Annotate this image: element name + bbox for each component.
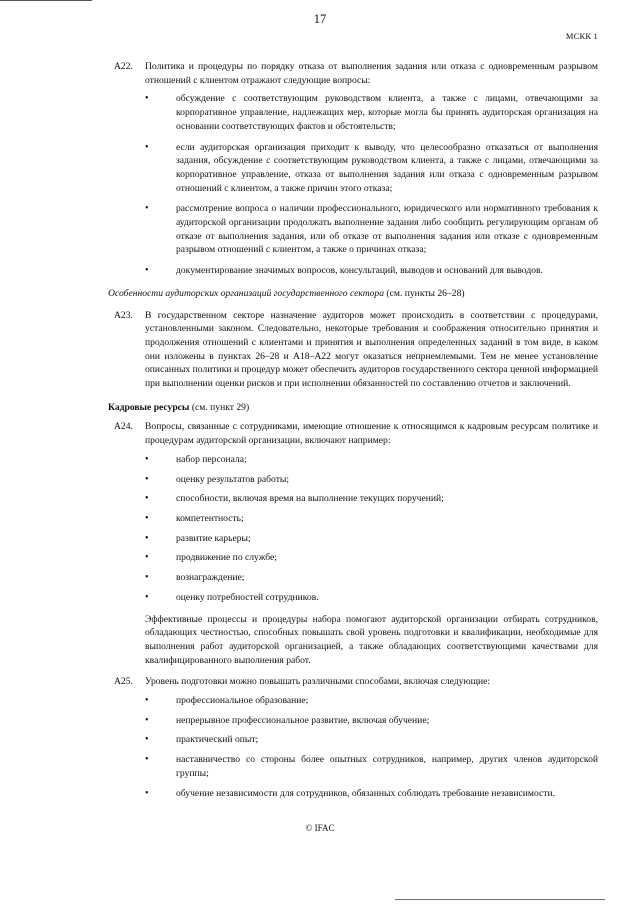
list-item: • оценку потребностей сотрудников. [145,591,319,603]
list-item: • профессиональное образование; [145,695,309,707]
list-item: • набор персонала; [145,453,247,465]
bullet-icon: • [145,93,149,105]
list-item: • непрерывное профессиональное развитие, включая обучение; [145,714,430,726]
bullet-list-a25 [145,694,598,800]
list-item: • продвижение по службе; [145,552,277,564]
bullet-icon: • [145,493,149,505]
bullet-list-a22 [145,92,598,277]
list-item: • рассмотрение вопроса о наличии профессионального, юридического или нормативного требования к аудиторской организации продолжать выполнение задания либо сообщить регулирующим органам об отказе от выполнения задания, или об отказе от выполнения задания или отказе с одновременным разрывом отношений с клиентом, а также о причинах отказа; [145,203,598,256]
paragraph-a24-closing: Эффективные процессы и процедуры набора помогают аудиторской организации отбирать сотрудников, обладающих честностью, способных повышать свой уровень подготовки и квалификации, необходимые для выполнения работ аудиторской организацией, а также обладающих соответствующими качествами для квалифицированного выполнения работ. [145,613,598,666]
bullet-icon: • [145,265,149,277]
bullet-icon: • [145,512,149,524]
scan-edge-bottom [395,899,605,900]
paragraph-a22 [114,60,598,87]
bullet-icon: • [145,591,149,603]
page-content [108,60,598,800]
list-item: • практический опыт; [145,734,259,746]
bullet-icon: • [145,552,149,564]
paragraph-text: Уровень подготовки можно повышать различными способами, включая следующие: [145,676,491,688]
paragraph-text: В государственном секторе назначение аудиторов может происходить в соответствии с процедурами, установленными законом. Следовательно, некоторые требования и соображения относительно принятия и продолжения отношений с клиентами и принятия и выполнения определенных заданий в том виде, в каком они изложены в пунктах 26–28 и A18–A22 могут оказаться неприемлемыми. Тем не менее установление описанных политики и процедур может обеспечить аудиторов государственного сектора ценной информацией при выполнении оценки рисков и при исполнении обязанностей по составлению отчетов и заключений. [145,309,598,390]
paragraph-a24 [114,420,598,447]
paragraph-number: A25. [114,676,133,688]
list-item: • вознаграждение; [145,572,245,584]
paragraph-number: A23. [114,309,133,321]
bullet-icon: • [145,532,149,544]
heading-reference: (см. пункты 26–28) [384,287,465,299]
bullet-icon: • [145,754,149,766]
paragraph-a25 [114,675,598,689]
heading-title: Особенности аудиторских организаций государственного сектора [108,287,385,299]
bullet-icon: • [145,473,149,485]
bullet-icon: • [145,141,149,153]
page-number: 17 [313,12,327,26]
bullet-icon: • [145,787,149,799]
paragraph-text: Политика и процедуры по порядку отказа от выполнения задания или отказа с одновременным разрывом отношений с клиентом отражают следующие вопросы: [145,61,598,86]
bullet-icon: • [145,714,149,726]
list-item: • развитие карьеры; [145,532,251,544]
list-item: • оценку результатов работы; [145,473,289,485]
paragraph-number: A22. [114,61,133,72]
bullet-icon: • [145,695,149,707]
bullet-icon: • [145,203,149,215]
section-heading-public-sector [108,287,598,301]
list-item: • компетентность; [145,512,244,524]
scan-edge-top [0,0,92,1]
bullet-icon: • [145,453,149,465]
list-item: • обсуждение с соответствующим руководством клиента, а также с лицами, отвечающими за корпоративное управление, надлежащих мер, которые могла бы принять аудиторская организация на основании соответствующих фактов и обстоятельств; [145,93,598,132]
heading-title: Кадровые ресурсы [108,401,190,413]
list-item: • документирование значимых вопросов, консультаций, выводов и оснований для выводов. [145,265,543,277]
paragraph-a23 [114,309,598,391]
bullet-list-a24 [145,453,598,605]
list-item: • если аудиторская организация приходит к выводу, что целесообразно отказаться от выполнения задания, обсуждение с соответствующим руководством клиента, а также с лицами, отвечающими за корпоративное управление, отказа от выполнения задания или отказа с одновременным разрывом отношений с клиентом, а также причин этого отказа; [145,141,598,194]
bullet-icon: • [145,734,149,746]
footer-copyright: © IFAC [305,823,335,833]
bullet-icon: • [145,572,149,584]
list-item: • способности, включая время на выполнение текущих поручений; [145,493,444,505]
paragraph-number: A24. [114,421,133,433]
paragraph-text: Вопросы, связанные с сотрудниками, имеющие отношение к относящимся к кадровым ресурсам политике и процедурам аудиторской организации, включают например: [145,421,598,447]
list-item: • наставничество со стороны более опытных сотрудников, например, других членов аудиторской группы; [145,754,598,779]
section-heading-human-resources [108,401,598,415]
heading-reference: (см. пункт 29) [189,401,250,413]
document-code: МСКК 1 [565,31,598,41]
list-item: • обучение независимости для сотрудников, обязанных соблюдать требование независимости. [145,787,556,799]
